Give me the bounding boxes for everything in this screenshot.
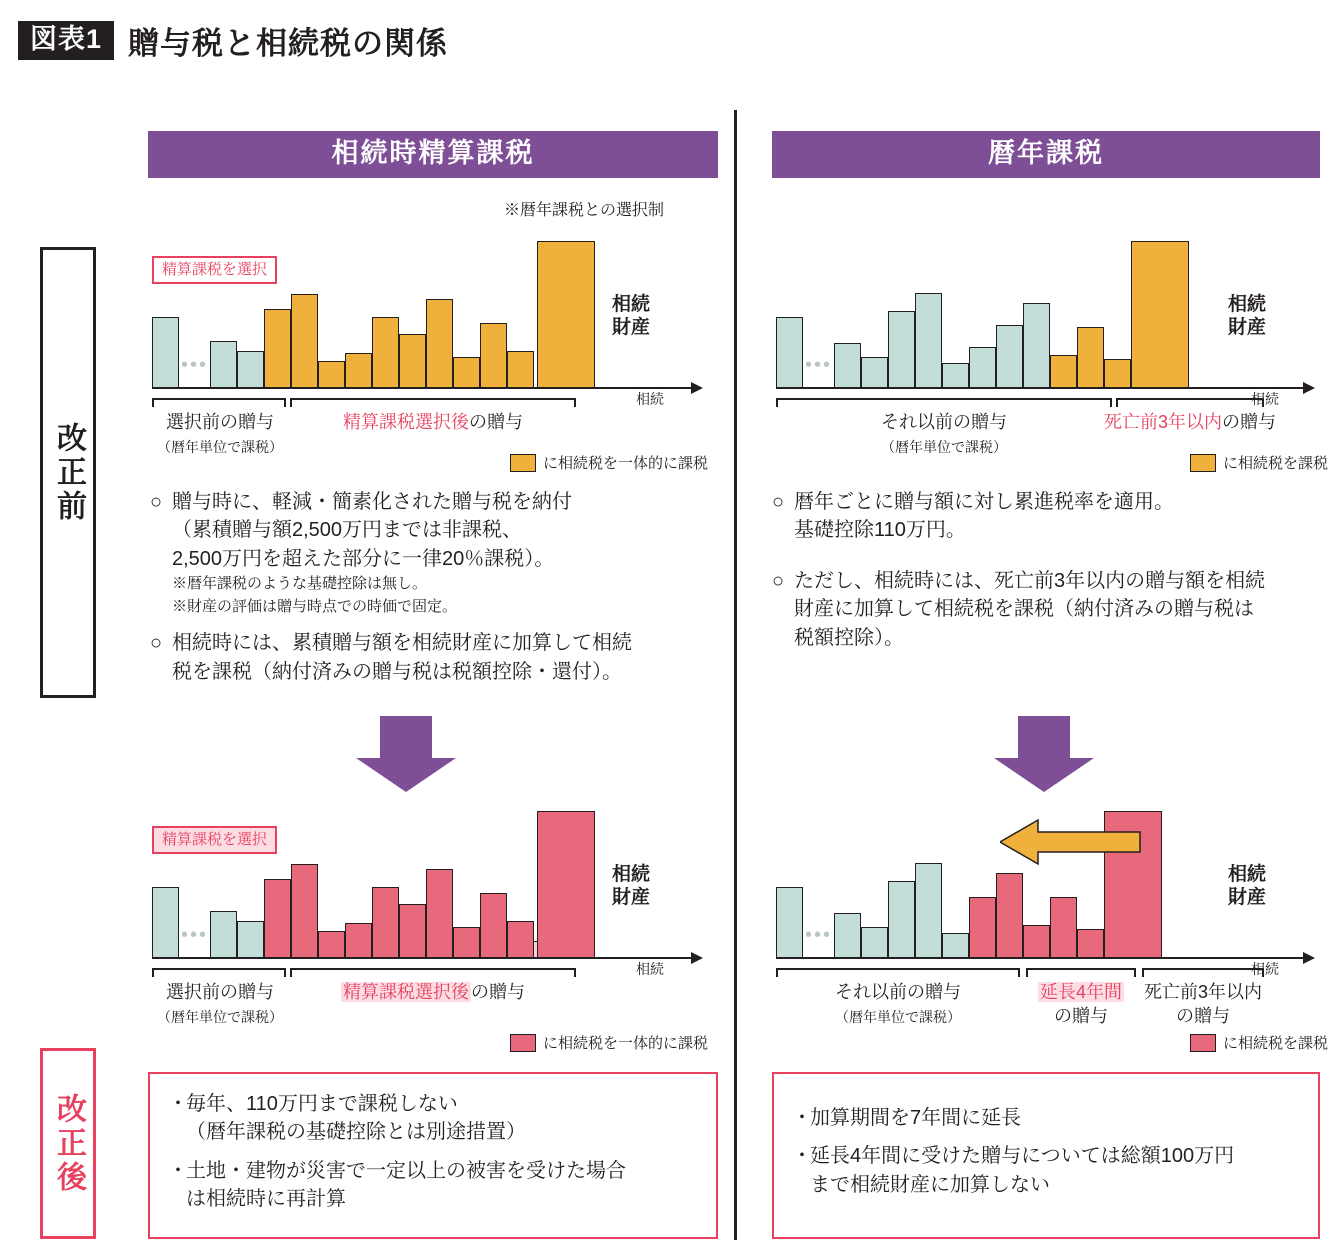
caption-after-selection: 精算課税選択後 の贈与 xyxy=(343,982,525,1002)
bar-teal xyxy=(776,887,803,959)
legend-right-before: に相続税を課税 xyxy=(1190,452,1328,473)
bar-teal xyxy=(152,887,179,959)
column-divider xyxy=(734,110,737,1240)
brace-within-3-years xyxy=(1142,968,1264,977)
bar-orange xyxy=(1077,327,1104,389)
bar-orange xyxy=(399,334,426,389)
bar-orange xyxy=(507,351,534,389)
summary-item: ・ 加算期間を7年間に延長 xyxy=(792,1104,1300,1132)
bar-teal xyxy=(888,311,915,389)
bullet-body: 暦年ごとに贈与額に対し累進税率を適用。 基礎控除110万円。 xyxy=(794,491,1174,542)
label-inheritance-asset: 相続 財産 xyxy=(1227,294,1266,339)
bar-teal xyxy=(942,933,969,959)
bar-red xyxy=(399,904,426,959)
bar-red xyxy=(453,927,480,959)
bar-inheritance-asset xyxy=(1131,241,1189,389)
legend-swatch-red xyxy=(1190,1034,1216,1052)
caption-within-3-years: 死亡前3年以内 の贈与 xyxy=(1143,982,1262,1027)
axis-label-inherit: 相続 xyxy=(1251,391,1279,407)
axis-label-inherit: 相続 xyxy=(1251,961,1279,977)
summary-box-left xyxy=(148,1072,718,1239)
bar-orange xyxy=(426,299,453,389)
bar-teal xyxy=(210,341,237,389)
caption-before-selection: 選択前の贈与 （暦年単位で課税） xyxy=(157,982,283,1026)
summary-item: ・ 延長4年間に受けた贈与については総額100万円 まで相続財産に加算しない xyxy=(792,1142,1300,1199)
bar-teal xyxy=(969,347,996,389)
chart-right-before xyxy=(776,235,1321,407)
brace-extended-4-years xyxy=(1026,968,1136,977)
bar-orange xyxy=(291,294,318,389)
bullet-body: 相続時には、累積贈与額を相続財産に加算して相続 税を課税（納付済みの贈与税は税額控除・還付）。 xyxy=(172,632,632,683)
page-header xyxy=(18,18,448,63)
axis-line xyxy=(776,957,1304,960)
bar-orange xyxy=(345,353,372,389)
bar-teal xyxy=(996,325,1023,389)
bar-teal xyxy=(210,911,237,959)
bar-orange xyxy=(453,357,480,389)
bar-inheritance-asset xyxy=(537,241,595,389)
bar-teal xyxy=(915,293,942,389)
bar-red xyxy=(291,864,318,959)
legend-swatch-orange xyxy=(1190,454,1216,472)
axis-label-inherit: 相続 xyxy=(636,961,664,977)
summary-item-body: 毎年、110万円まで課税しない （暦年課税の基礎控除とは別途措置） xyxy=(186,1093,526,1144)
bar-inheritance-asset xyxy=(537,811,595,959)
brace-after-selection xyxy=(290,398,576,407)
bar-teal xyxy=(237,351,264,389)
ellipsis-dots: ••• xyxy=(181,354,209,376)
brace-earlier-gifts xyxy=(776,398,1112,407)
text-left-before xyxy=(150,488,720,697)
legend-left-after: に相続税を一体的に課税 xyxy=(510,1032,708,1053)
legend-swatch-orange xyxy=(510,454,536,472)
caption-extended-4-years: 延長4年間 の贈与 xyxy=(1039,982,1122,1027)
bar-red xyxy=(1050,897,1077,959)
bar-teal xyxy=(776,317,803,389)
banner-annual-taxation: 暦年課税 xyxy=(772,131,1320,178)
bar-teal xyxy=(861,927,888,959)
bar-red xyxy=(1077,929,1104,959)
page-title: 贈与税と相続税の関係 xyxy=(128,26,449,61)
banner-settlement-taxation: 相続時精算課税 xyxy=(148,131,718,178)
axis-line xyxy=(152,957,692,960)
summary-box-right xyxy=(772,1072,1320,1239)
ellipsis-dots: ••• xyxy=(181,924,209,946)
bullet-item: ○ 相続時には、累積贈与額を相続財産に加算して相続 税を課税（納付済みの贈与税は税額控除・還付）。 xyxy=(150,629,720,686)
bar-red xyxy=(264,879,291,959)
brace-within-3-years xyxy=(1116,398,1264,407)
extension-left-arrow-icon xyxy=(1000,816,1142,868)
brace-before-selection xyxy=(152,968,286,977)
bar-red xyxy=(345,923,372,959)
bar-teal xyxy=(834,913,861,959)
bullet-body: ただし、相続時には、死亡前3年以内の贈与額を相続 財産に加算して相続税を課税（納付済みの贈与税は 税額控除）。 xyxy=(794,569,1266,649)
era-label-after: 改正後 xyxy=(40,1048,96,1239)
bullet-body: 贈与時に、軽減・簡素化された贈与税を納付 （累積贈与額2,500万円までは非課税、 2,500万円を超えた部分に一律20％課税）。 ※暦年課税のような基礎控除は無し。 ※財産の評価は贈与時点での時価で固定。 xyxy=(172,491,572,615)
label-inheritance-asset: 相続 財産 xyxy=(611,864,650,909)
down-arrow-icon-left xyxy=(352,716,460,794)
caption-earlier-gifts: それ以前の贈与 （暦年単位で課税） xyxy=(835,982,961,1026)
bullet-item: ○ 暦年ごとに贈与額に対し累進税率を適用。 基礎控除110万円。 xyxy=(772,488,1320,545)
brace-earlier-gifts xyxy=(776,968,1020,977)
bar-red xyxy=(372,887,399,959)
ellipsis-dots: ••• xyxy=(805,354,833,376)
bar-red xyxy=(969,897,996,959)
axis-line xyxy=(776,387,1304,390)
figure-tag: 図表1 xyxy=(18,21,114,60)
bar-teal xyxy=(942,363,969,389)
label-inheritance-asset: 相続 財産 xyxy=(611,294,650,339)
summary-item: ・ 毎年、110万円まで課税しない （暦年課税の基礎控除とは別途措置） xyxy=(168,1090,698,1147)
summary-item-body: 加算期間を7年間に延長 xyxy=(810,1107,1022,1129)
text-right-before xyxy=(772,488,1320,663)
legend-left-before: に相続税を一体的に課税 xyxy=(510,452,708,473)
bar-teal xyxy=(834,343,861,389)
bar-red xyxy=(480,893,507,959)
bar-orange xyxy=(318,361,345,389)
bar-red xyxy=(426,869,453,959)
caption-within-3-years: 死亡前3年以内の贈与 xyxy=(1103,412,1276,432)
bar-orange xyxy=(480,323,507,389)
note-selection-system: ※暦年課税との選択制 xyxy=(504,202,665,219)
caption-before-selection: 選択前の贈与 （暦年単位で課税） xyxy=(157,412,283,456)
bar-red xyxy=(318,931,345,959)
bullet-item: ○ ただし、相続時には、死亡前3年以内の贈与額を相続 財産に加算して相続税を課税（納付済みの贈与税は 税額控除）。 xyxy=(772,567,1320,652)
legend-swatch-red xyxy=(510,1034,536,1052)
summary-item: ・ 土地・建物が災害で一定以上の被害を受けた場合 は相続時に再計算 xyxy=(168,1157,698,1214)
bar-red xyxy=(507,921,534,959)
callout-select-settlement-before: 精算課税を選択 xyxy=(152,256,277,284)
bar-orange xyxy=(1050,355,1077,389)
caption-after-selection: 精算課税選択後の贈与 xyxy=(343,412,523,432)
era-label-before: 改正前 xyxy=(40,247,96,698)
bar-teal xyxy=(888,881,915,959)
summary-item-body: 延長4年間に受けた贈与については総額100万円 まで相続財産に加算しない xyxy=(810,1145,1235,1196)
bar-teal xyxy=(861,357,888,389)
summary-item-body: 土地・建物が災害で一定以上の被害を受けた場合 は相続時に再計算 xyxy=(186,1159,626,1211)
bullet-item: ○ 贈与時に、軽減・簡素化された贈与税を納付 （累積贈与額2,500万円までは非課税、 2,500万円を超えた部分に一律20％課税）。 ※暦年課税のような基礎控除は無し。 ※財産の評価は贈与時点での時価で固定。 xyxy=(150,488,720,618)
ellipsis-dots: ••• xyxy=(805,924,833,946)
bar-teal xyxy=(1023,303,1050,389)
bar-teal xyxy=(915,863,942,959)
bar-orange xyxy=(1104,359,1131,389)
bar-orange xyxy=(372,317,399,389)
bar-red xyxy=(996,873,1023,959)
down-arrow-icon-right xyxy=(990,716,1098,794)
brace-before-selection xyxy=(152,398,286,407)
bar-teal xyxy=(237,921,264,959)
legend-right-after: に相続税を課税 xyxy=(1190,1032,1328,1053)
axis-label-inherit: 相続 xyxy=(636,391,664,407)
axis-line xyxy=(152,387,692,390)
caption-earlier-gifts: それ以前の贈与 （暦年単位で課税） xyxy=(881,412,1007,456)
bar-red xyxy=(1023,925,1050,959)
bar-orange xyxy=(264,309,291,389)
callout-select-settlement-after: 精算課税を選択 xyxy=(152,826,277,854)
bar-teal xyxy=(152,317,179,389)
label-inheritance-asset: 相続 財産 xyxy=(1227,864,1266,909)
brace-after-selection xyxy=(290,968,576,977)
